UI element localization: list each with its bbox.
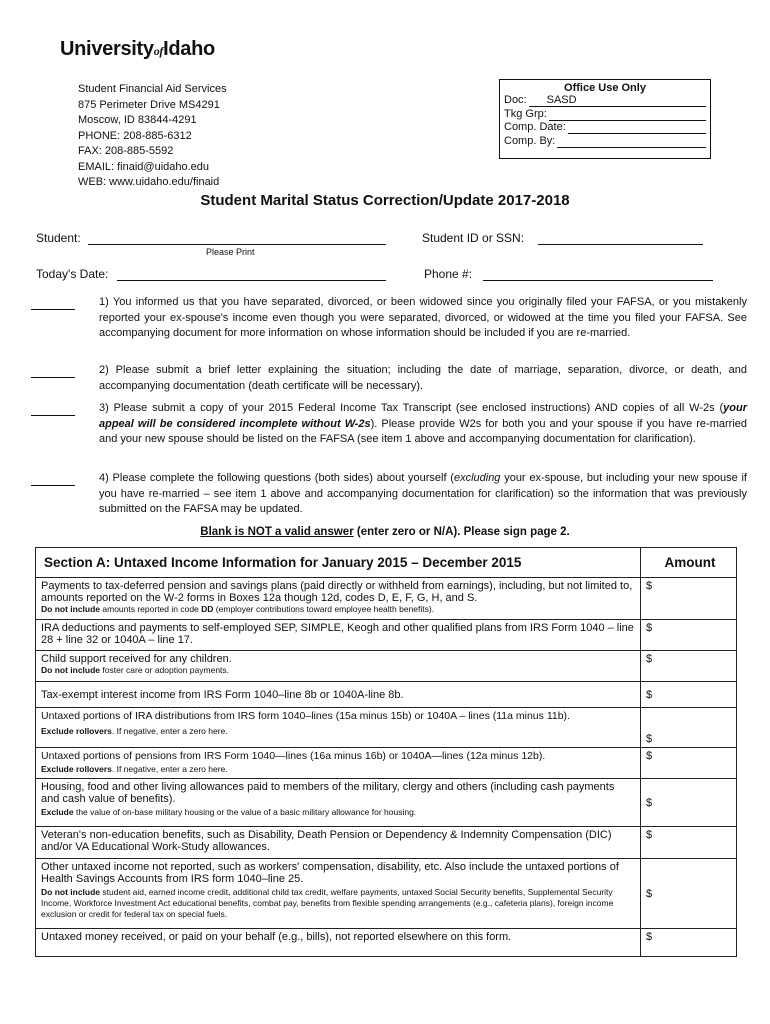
table-row xyxy=(36,827,737,859)
comp-date-label: Comp. Date: xyxy=(504,121,566,133)
row-text-cell xyxy=(36,748,641,779)
section-a-title: Section A: Untaxed Income Information for January 2015 – December 2015 xyxy=(36,548,641,578)
address-line: FAX: 208-885-5592 xyxy=(78,145,174,157)
amount-input[interactable] xyxy=(641,779,737,827)
item4-text: 4) Please complete the following questions (both sides) about yourself (excluding your ex-spouse, but including your new spouse if you have re-married – see item 1 above and accompanying documentation for clarification) so the information that was previously submitted on the FAFSA may be updated. xyxy=(99,472,747,515)
dollar-sign: $ xyxy=(646,829,653,841)
table-row xyxy=(36,929,737,957)
table-row xyxy=(36,859,737,929)
row-note: Exclude the value of on-base military housing or the value of a basic military allowance for housing. xyxy=(41,807,417,817)
table-row xyxy=(36,748,737,779)
address-line: Student Financial Aid Services xyxy=(78,83,227,95)
amount-header: Amount xyxy=(641,548,737,578)
row-text: Veteran's non-education benefits, such as Disability, Death Pension or Dependency & Indemnity Compensation (DIC) and/or VA Educational Work-Study allowances. xyxy=(41,829,612,853)
student-name-field[interactable] xyxy=(88,244,386,245)
item1-check-blank[interactable] xyxy=(31,309,75,310)
phone-field[interactable] xyxy=(483,280,713,281)
row-text-cell xyxy=(36,682,641,708)
item1-text: 1) You informed us that you have separated, divorced, or been widowed since you originally filed your FAFSA, or you mistakenly reported your ex-spouse's income even though you were separated, divorced, or widowed at the time you filed your FAFSA. See accompanying document for more information on whose information should be included if you are re-married. xyxy=(99,296,747,339)
comp-date-row xyxy=(504,121,706,135)
address-line: PHONE: 208-885-6312 xyxy=(78,129,192,142)
amount-input[interactable] xyxy=(641,708,737,748)
doc-row xyxy=(504,94,706,108)
comp-by-label: Comp. By: xyxy=(504,134,556,147)
office-use-title: Office Use Only xyxy=(564,82,646,94)
dollar-sign: $ xyxy=(646,887,653,900)
dollar-sign: $ xyxy=(646,796,653,809)
row-text: Payments to tax-deferred pension and savings plans (paid directly or withheld from earnings), including, but not limited to, amounts reported on the W-2 forms in Boxes 12a though 12d, codes D, E, F, G, H, and S. xyxy=(41,580,633,604)
comp-date-field[interactable] xyxy=(568,121,706,134)
student-id-label: Student ID or SSN: xyxy=(422,231,525,245)
row-text: Child support received for any children. xyxy=(41,653,232,665)
amount-input[interactable] xyxy=(641,682,737,708)
amount-input[interactable] xyxy=(641,929,737,957)
row-text-cell xyxy=(36,827,641,859)
amount-input[interactable] xyxy=(641,827,737,859)
row-text-cell xyxy=(36,620,641,651)
doc-value: SASD xyxy=(546,94,577,106)
dollar-sign: $ xyxy=(646,622,653,634)
student-id-field[interactable] xyxy=(538,244,703,245)
tkg-row xyxy=(504,108,706,122)
comp-by-field[interactable] xyxy=(557,135,706,148)
dollar-sign: $ xyxy=(646,750,653,762)
row-text: Other untaxed income not reported, such as workers' compensation, disability, etc. Also include the untaxed portions of Health Savings Accounts from IRS form 1040–line 25. xyxy=(41,861,619,885)
tkg-label: Tkg Grp: xyxy=(504,107,547,120)
item3-check-blank[interactable] xyxy=(31,415,75,416)
table-row xyxy=(36,682,737,708)
address-block xyxy=(78,82,227,191)
address-line: EMAIL: finaid@uidaho.edu xyxy=(78,160,210,173)
phone-label: Phone #: xyxy=(424,267,473,281)
row-text: IRA deductions and payments to self-employed SEP, SIMPLE, Keogh and other qualified plans from IRS Form 1040 – line 28 + line 32 or 1040A – line 17. xyxy=(41,622,634,646)
amount-input[interactable] xyxy=(641,859,737,929)
tkg-field[interactable] xyxy=(549,108,706,121)
row-text-cell xyxy=(36,779,641,827)
row-text: Untaxed money received, or paid on your behalf (e.g., bills), not reported elsewhere on this form. xyxy=(41,931,512,943)
row-text-cell xyxy=(36,578,641,620)
row-note: Do not include foster care or adoption payments. xyxy=(41,665,230,675)
university-logo: UniversityofIdaho xyxy=(60,38,215,60)
table-row xyxy=(36,620,737,651)
table-row xyxy=(36,708,737,748)
row-text-cell xyxy=(36,651,641,682)
dollar-sign: $ xyxy=(646,931,653,943)
row-text: Tax-exempt interest income from IRS Form 1040–line 8b or 1040A-line 8b. xyxy=(41,688,404,701)
student-label: Student: xyxy=(36,231,81,245)
row-text-cell xyxy=(36,929,641,957)
dollar-sign: $ xyxy=(646,653,653,665)
section-a-header-row xyxy=(36,548,737,578)
todays-date-label: Today's Date: xyxy=(36,267,109,281)
row-note: Exclude rollovers. If negative, enter a zero here. xyxy=(41,726,228,736)
row-note: Exclude rollovers. If negative, enter a zero here. xyxy=(41,764,228,774)
section-a-table xyxy=(35,547,737,957)
amount-input[interactable] xyxy=(641,620,737,651)
address-line: WEB: www.uidaho.edu/finaid xyxy=(78,176,220,188)
blank-not-valid-note: Blank is NOT a valid answer (enter zero or N/A). Please sign page 2. xyxy=(200,526,570,538)
item2-check-blank[interactable] xyxy=(31,377,75,378)
doc-label: Doc: xyxy=(504,94,527,106)
todays-date-field[interactable] xyxy=(117,280,386,281)
row-text-cell xyxy=(36,708,641,748)
comp-by-row xyxy=(504,135,706,149)
table-row xyxy=(36,779,737,827)
dollar-sign: $ xyxy=(646,580,653,592)
item3-text: 3) Please submit a copy of your 2015 Federal Income Tax Transcript (see enclosed instructions) AND copies of all W-2s (your appeal will be considered incomplete without W-2s). Please provide W2s for both you and your spouse if you have re-married and your new spouse should be listed on the FAFSA (see item 1 above and accompanying documentation for clarification). xyxy=(99,402,747,445)
please-print-note: Please Print xyxy=(206,247,255,257)
doc-field[interactable] xyxy=(529,94,706,107)
amount-input[interactable] xyxy=(641,651,737,682)
item4-check-blank[interactable] xyxy=(31,485,75,486)
row-note: Do not include amounts reported in code DD (employer contributions toward employee health benefits). xyxy=(41,604,435,614)
item2-text: 2) Please submit a brief letter explaining the situation; including the date of marriage, separation, divorce, or death, and accompanying documentation (death certificate will be necessary). xyxy=(99,364,747,392)
row-text-cell xyxy=(36,859,641,929)
amount-input[interactable] xyxy=(641,748,737,779)
row-note: Do not include student aid, earned income credit, additional child tax credit, welfare payments, untaxed Social Security benefits, Supplemental Security Income, Workforce Investment Act educational benefits, combat pay, benefits from flexible spending arrangements (e.g., cafeteria plans), foreign income exclusion or credit for federal tax on special fuels. xyxy=(41,887,614,919)
address-line: Moscow, ID 83844-4291 xyxy=(78,114,197,126)
amount-input[interactable] xyxy=(641,578,737,620)
dollar-sign: $ xyxy=(646,733,653,745)
row-text: Housing, food and other living allowances paid to members of the military, clergy and others (including cash payments and cash value of benefits). xyxy=(41,781,615,805)
dollar-sign: $ xyxy=(646,688,653,701)
row-text: Untaxed portions of IRA distributions from IRS form 1040–lines (15a minus 15b) or 1040A – lines (11a minus 11b). xyxy=(41,710,570,722)
table-row xyxy=(36,578,737,620)
office-use-box xyxy=(499,79,711,159)
address-line: 875 Perimeter Drive MS4291 xyxy=(78,98,220,111)
page-title: Student Marital Status Correction/Update 2017-2018 xyxy=(200,192,570,209)
row-text: Untaxed portions of pensions from IRS Form 1040—lines (16a minus 16b) or 1040A—lines (12a minus 12b). xyxy=(41,750,546,762)
table-row xyxy=(36,651,737,682)
